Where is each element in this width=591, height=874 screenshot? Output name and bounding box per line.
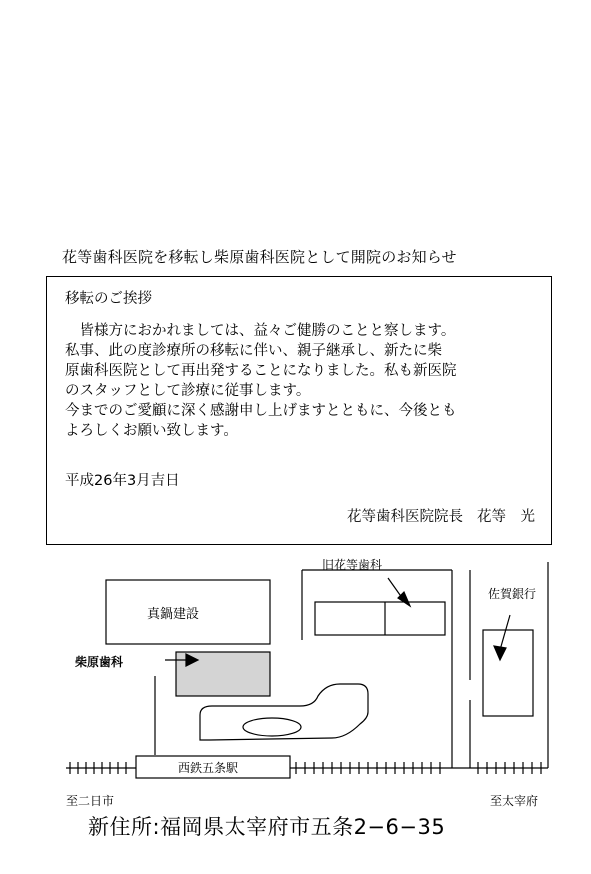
bank-arrowhead (494, 646, 506, 660)
roundabout (243, 718, 301, 736)
old-clinic-label: 旧花等歯科 (322, 558, 383, 572)
saga-bank-label: 佐賀銀行 (488, 587, 537, 601)
old-clinic-building (315, 602, 445, 635)
signature-name: 花等 光 (477, 509, 535, 525)
shibahara-label: 柴原歯科 (75, 655, 124, 669)
notice-body-line: 皆様方におかれましては、益々ご健勝のことと察します。 (65, 323, 456, 339)
saga-bank-building (483, 630, 533, 716)
signature-title: 花等歯科医院院長 (347, 509, 463, 525)
notice-body-line: 私事、此の度診療所の移転に伴い、親子継承し、新たに柴 (65, 343, 442, 359)
notice-body-line: 今までのご愛顧に深く感謝申し上げますとともに、今後とも (65, 403, 457, 419)
notice-date: 平成26年3月吉日 (65, 473, 180, 489)
notice-body-line: のスタッフとして診療に従事します。 (65, 383, 311, 399)
direction-futsukaichi-label: 至二日市 (66, 794, 115, 808)
new-address: 新住所:福岡県太宰府市五条2−6−35 (88, 815, 446, 839)
bank-arrow (500, 615, 510, 650)
headline: 花等歯科医院を移転し柴原歯科医院として開院のお知らせ (62, 248, 457, 266)
notice-body-line: 原歯科医院として再出発することになりました。私も新医院 (65, 363, 457, 379)
direction-dazaifu-label: 至太宰府 (490, 794, 539, 808)
notice-body-line: よろしくお願い致します。 (65, 423, 238, 439)
notice-title: 移転のご挨拶 (65, 291, 152, 307)
manabe-label: 真鍋建設 (147, 607, 200, 622)
station-label: 西鉄五条駅 (178, 761, 239, 775)
